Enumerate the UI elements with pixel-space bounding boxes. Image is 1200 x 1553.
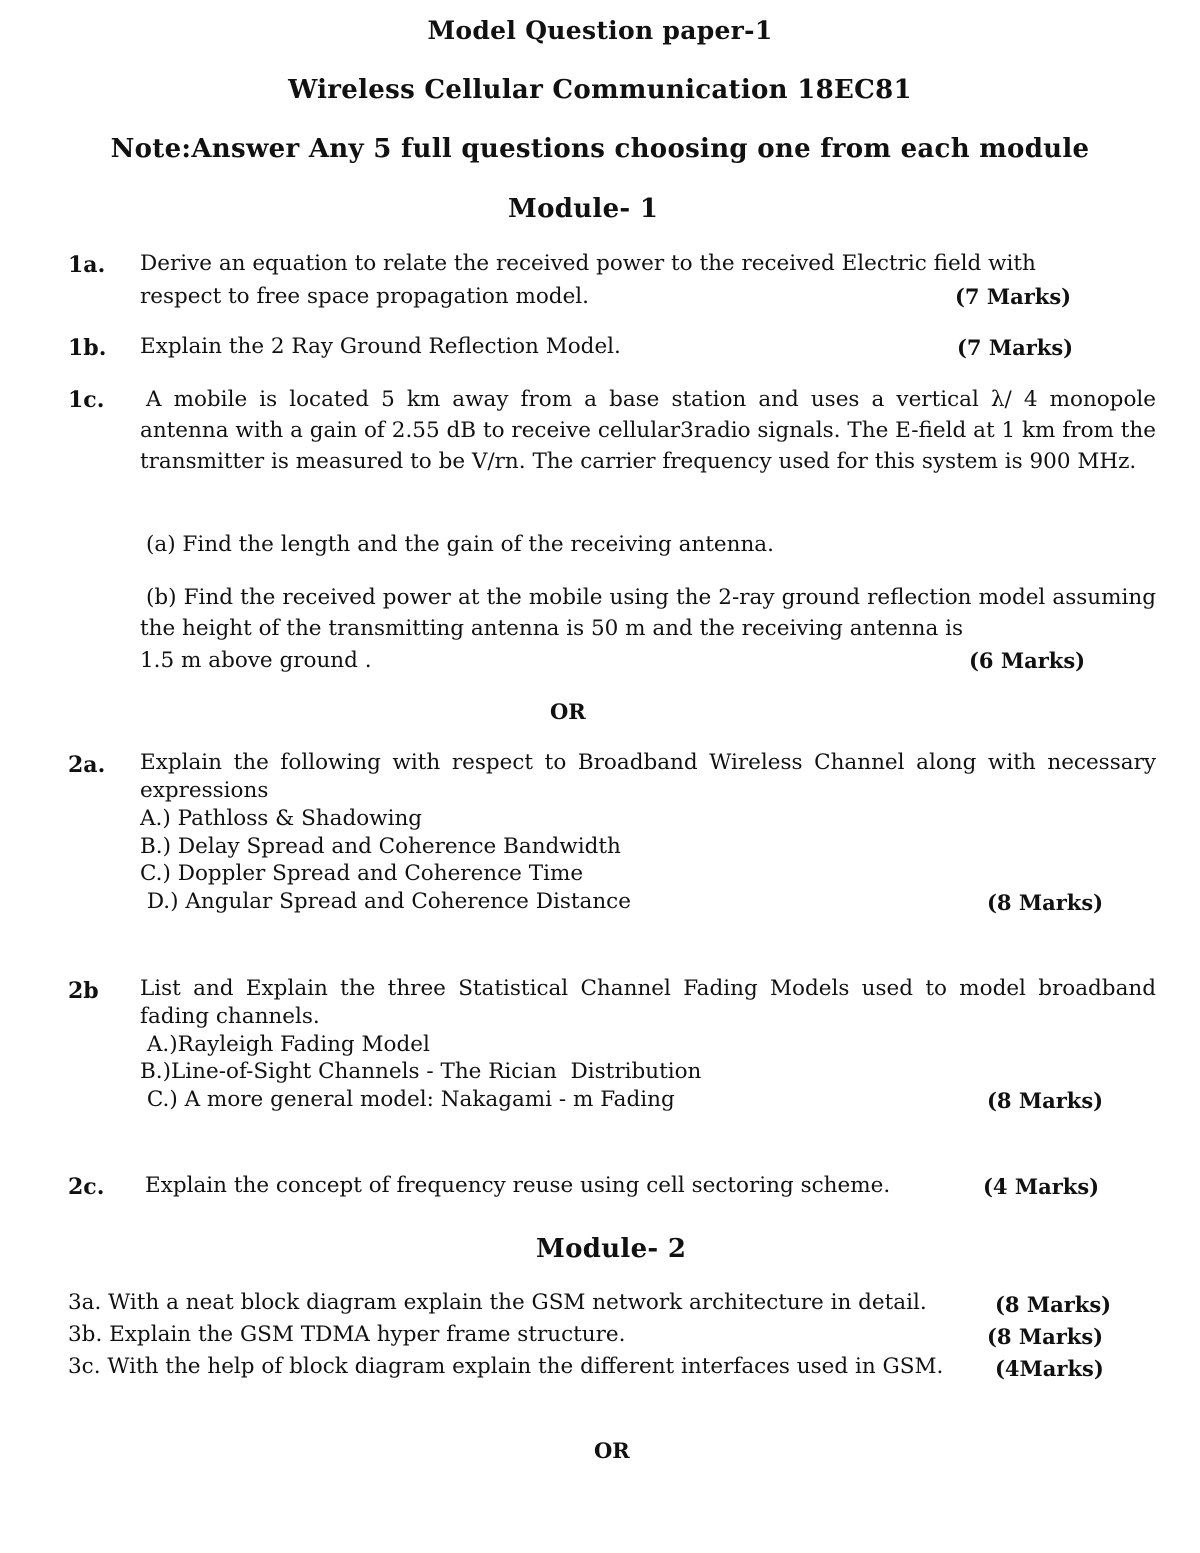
question-1a-marks: (7 Marks) <box>955 284 1072 309</box>
question-3a-marks: (8 Marks) <box>995 1292 1112 1317</box>
question-3c-text: 3c. With the help of block diagram explain the different interfaces used in GSM. <box>68 1354 944 1379</box>
question-2a-item-b: B.) Delay Spread and Coherence Bandwidth <box>140 834 621 859</box>
question-2b-text: List and Explain the three Statistical Channel Fading Models used to model broadband fading channels. <box>140 976 1156 1029</box>
question-3b-text: 3b. Explain the GSM TDMA hyper frame structure. <box>68 1322 626 1347</box>
question-1c-part-a: (a) Find the length and the gain of the receiving antenna. <box>146 532 774 557</box>
question-2a-item-c: C.) Doppler Spread and Coherence Time <box>140 861 584 886</box>
question-2b-number: 2b <box>68 978 99 1004</box>
question-2a-item-a: A.) Pathloss & Shadowing <box>140 806 423 831</box>
instructions-note: Note:Answer Any 5 full questions choosing one from each module <box>110 134 1090 164</box>
question-2a-text: Explain the following with respect to Broadband Wireless Channel along with necessary expressions <box>140 750 1156 803</box>
question-1a-line2: respect to free space propagation model. <box>140 284 590 309</box>
question-2b-item-b: B.)Line-of-Sight Channels - The Rician Distribution <box>140 1059 702 1084</box>
question-2a-number: 2a. <box>68 752 106 778</box>
question-2a-item-d: D.) Angular Spread and Coherence Distance <box>140 889 631 914</box>
question-2c-text: Explain the concept of frequency reuse using cell sectoring scheme. <box>145 1173 891 1198</box>
module-1-heading: Module- 1 <box>508 194 659 224</box>
question-1c-marks: (6 Marks) <box>969 648 1086 673</box>
question-1a-line1: Derive an equation to relate the received power to the received Electric field with <box>140 251 1036 276</box>
question-1c-part-b-last-line: 1.5 m above ground . <box>140 648 372 673</box>
subject-title: Wireless Cellular Communication 18EC81 <box>288 75 912 105</box>
question-2a-marks: (8 Marks) <box>987 890 1104 915</box>
question-2c-marks: (4 Marks) <box>983 1174 1100 1199</box>
question-1c-part-b: (b) Find the received power at the mobile using the 2-ray ground reflection model assuming the height of the transmitting antenna is 50 m and the receiving antenna is <box>140 585 1156 641</box>
or-separator-module-2: OR <box>594 1438 630 1463</box>
paper-title: Model Question paper-1 <box>427 16 773 45</box>
question-1b-text: Explain the 2 Ray Ground Reflection Model. <box>140 334 621 359</box>
question-2c-number: 2c. <box>68 1174 105 1200</box>
question-2b-item-c: C.) A more general model: Nakagami - m Fading <box>140 1087 675 1112</box>
question-2b-item-a: A.)Rayleigh Fading Model <box>140 1032 430 1057</box>
question-1b-number: 1b. <box>68 335 107 361</box>
question-1c-number: 1c. <box>68 387 105 413</box>
question-1b-marks: (7 Marks) <box>957 335 1074 360</box>
question-1a-number: 1a. <box>68 252 106 278</box>
question-3a-text: 3a. With a neat block diagram explain the GSM network architecture in detail. <box>68 1290 927 1315</box>
or-separator-module-1: OR <box>550 699 586 724</box>
module-2-heading: Module- 2 <box>536 1234 687 1264</box>
question-3c-marks: (4Marks) <box>995 1356 1104 1381</box>
question-2b-marks: (8 Marks) <box>987 1088 1104 1113</box>
question-1c-text: A mobile is located 5 km away from a base station and uses a vertical λ/ 4 monopole antenna with a gain of 2.55 dB to receive cellular3radio signals. The E-field at 1 km from the transmitter is measured to be V/rn. The carrier frequency used for this system is 900 MHz. <box>140 387 1156 474</box>
question-3b-marks: (8 Marks) <box>987 1324 1104 1349</box>
